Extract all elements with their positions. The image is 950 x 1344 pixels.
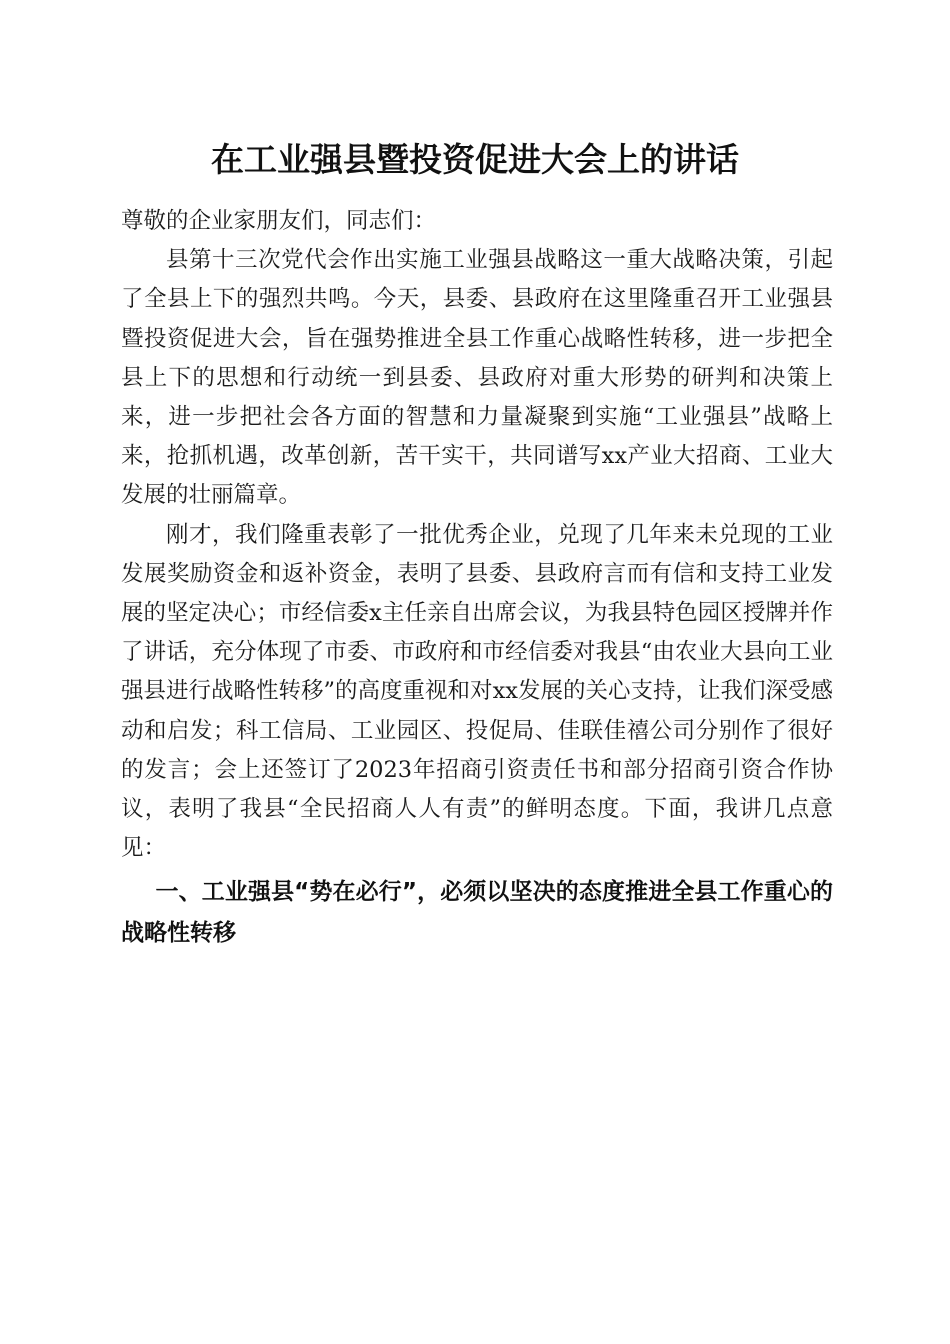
document-title: 在工业强县暨投资促进大会上的讲话 [211, 140, 739, 179]
section-heading-1: 一、工业强县“势在必行”，必须以坚决的态度推进全县工作重心的战略性转移 [121, 879, 833, 947]
document-body [121, 202, 833, 954]
paragraph-2: 刚才，我们隆重表彰了一批优秀企业，兑现了几年来未兑现的工业发展奖励资金和返补资金，表明了县委、县政府言而有信和支持工业发展的坚定决心；市经信委x主任亲自出席会议，为我县特色园区授牌并作了讲话，充分体现了市委、市政府和市经信委对我县“由农业大县向工业强县进行战略性转移”的高度重视和对xx发展的关心支持，让我们深受感动和启发；科工信局、工业园区、投促局、佳联佳禧公司分别作了很好的发言；会上还签订了2023年招商引资责任书和部分招商引资合作协议，表明了我县“全民招商人人有责”的鲜明态度。下面，我讲几点意见： [121, 521, 833, 862]
paragraph-1: 县第十三次党代会作出实施工业强县战略这一重大战略决策，引起了全县上下的强烈共鸣。今天，县委、县政府在这里隆重召开工业强县暨投资促进大会，旨在强势推进全县工作重心战略性转移，进一步把全县上下的思想和行动统一到县委、县政府对重大形势的研判和决策上来，进一步把社会各方面的智慧和力量凝聚到实施“工业强县”战略上来，抢抓机遇，改革创新，苦干实干，共同谱写xx产业大招商、工业大发展的壮丽篇章。 [121, 247, 833, 509]
salutation: 尊敬的企业家朋友们，同志们： [121, 208, 437, 234]
